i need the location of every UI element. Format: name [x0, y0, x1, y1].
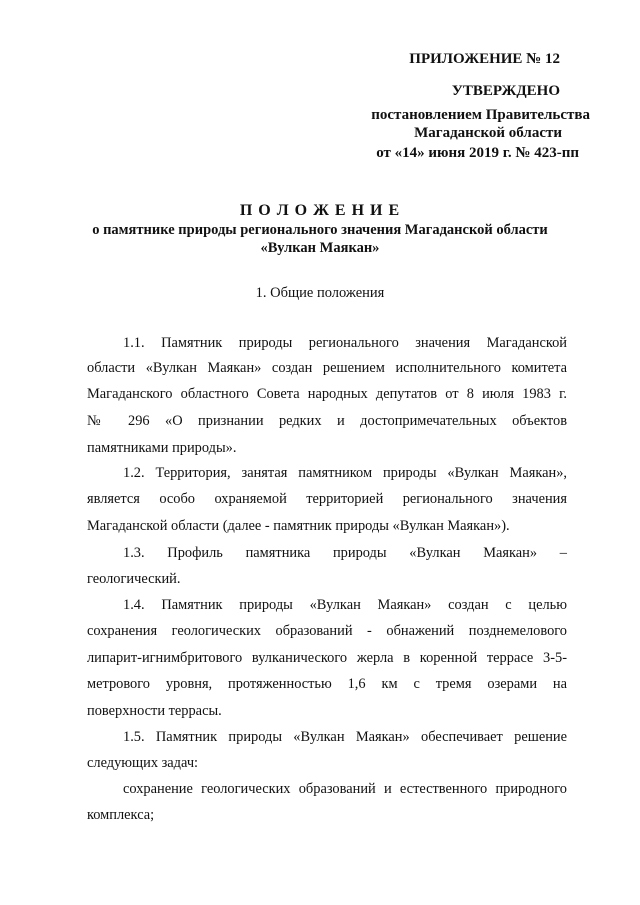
body-line: метрового уровня, протяженностью 1,6 км с тремя озерами на: [87, 676, 567, 692]
body-line: Магаданского областного Совета народных депутатов от 8 июля 1983 г.: [87, 386, 567, 402]
decree-line-3: от «14» июня 2019 г. № 423-пп: [376, 145, 579, 161]
document-title: П О Л О Ж Е Н И Е: [239, 202, 401, 219]
body-line: сохранения геологических образований - обнажений позднемелового: [87, 623, 567, 639]
document-subtitle-line-1: о памятнике природы регионального значения Магаданской области: [92, 222, 548, 238]
body-line: области «Вулкан Маякан» создан решением исполнительного комитета: [87, 360, 567, 376]
body-line: 1.5. Памятник природы «Вулкан Маякан» обеспечивает решение: [123, 729, 567, 745]
body-line: 1.2. Территория, занятая памятником природы «Вулкан Маякан»,: [123, 465, 567, 481]
body-line: памятниками природы».: [87, 440, 237, 456]
body-line: № 296 «О признании редких и достопримечательных объектов: [87, 413, 567, 429]
body-line: комплекса;: [87, 807, 155, 823]
decree-line-1: постановлением Правительства: [371, 107, 590, 123]
body-line: является особо охраняемой территорией регионального значения: [87, 491, 567, 507]
approved-label: УТВЕРЖДЕНО: [451, 83, 560, 99]
body-line: Магаданской области (далее - памятник природы «Вулкан Маякан»).: [87, 518, 510, 534]
decree-line-2: Магаданской области: [414, 125, 562, 141]
body-line: 1.3. Профиль памятника природы «Вулкан Маякан» –: [123, 545, 567, 561]
body-line: липарит-игнимбритового вулканического жерла в коренной террасе 3-5-: [87, 650, 567, 666]
appendix-label: ПРИЛОЖЕНИЕ № 12: [409, 51, 560, 67]
body-line: сохранение геологических образований и естественного природного: [123, 781, 567, 797]
body-line: поверхности террасы.: [87, 703, 222, 719]
body-line: следующих задач:: [87, 755, 199, 771]
document-subtitle-line-2: «Вулкан Маякан»: [260, 240, 380, 256]
body-line: 1.4. Памятник природы «Вулкан Маякан» создан с целью: [123, 597, 567, 613]
section-heading: 1. Общие положения: [255, 285, 385, 301]
body-line: геологический.: [87, 571, 181, 587]
body-line: 1.1. Памятник природы регионального значения Магаданской: [123, 335, 567, 351]
